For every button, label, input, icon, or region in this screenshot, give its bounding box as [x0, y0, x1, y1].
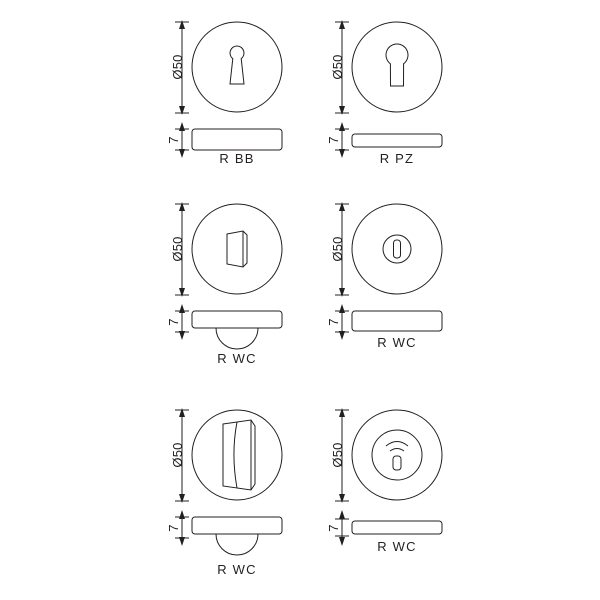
item-r-bb-top-left: [150, 10, 300, 165]
part-label: R PZ: [379, 151, 415, 165]
wc-slot-coin-icon: [383, 235, 411, 263]
rosette-outline: [352, 204, 442, 294]
part-label: R WC: [377, 539, 417, 554]
wc-large-turn-knob-icon: [223, 420, 255, 490]
side-profile-with-dome: [192, 517, 282, 555]
rosette-outline: [352, 22, 442, 112]
side-profile: [352, 521, 442, 534]
diameter-label: Ø50: [170, 442, 185, 468]
part-label: R WC: [377, 335, 417, 350]
item-r-wc-bot-right: [310, 398, 460, 593]
diameter-label: Ø50: [330, 54, 345, 80]
part-label: R WC: [217, 351, 257, 366]
diameter-label: Ø50: [330, 442, 345, 468]
part-label: R BB: [219, 151, 255, 165]
thickness-label: 7: [326, 524, 341, 532]
thickness-label: 7: [326, 318, 341, 326]
thickness-label: 7: [166, 524, 181, 532]
wc-turn-knob-icon: [227, 231, 247, 267]
side-profile: [192, 129, 282, 150]
rosette-outline: [352, 410, 442, 500]
side-profile: [352, 134, 442, 147]
side-profile: [352, 311, 442, 331]
side-profile-with-dome: [192, 311, 282, 349]
item-r-pz-top-right: [310, 10, 460, 165]
item-r-wc-mid-right: [310, 192, 460, 377]
bb-keyhole-icon: [230, 46, 244, 84]
rosette-outline: [192, 204, 282, 294]
item-r-wc-bot-left: [150, 398, 300, 593]
part-label: R WC: [217, 562, 257, 577]
diameter-label: Ø50: [170, 236, 185, 262]
diameter-label: Ø50: [170, 54, 185, 80]
thickness-label: 7: [326, 136, 341, 144]
rosette-outline: [192, 22, 282, 112]
wc-emergency-release-icon: [372, 430, 422, 480]
thickness-label: 7: [166, 318, 181, 326]
euro-profile-cylinder-icon: [386, 44, 408, 86]
diameter-label: Ø50: [330, 236, 345, 262]
thickness-label: 7: [166, 136, 181, 144]
item-r-wc-mid-left: [150, 192, 300, 377]
